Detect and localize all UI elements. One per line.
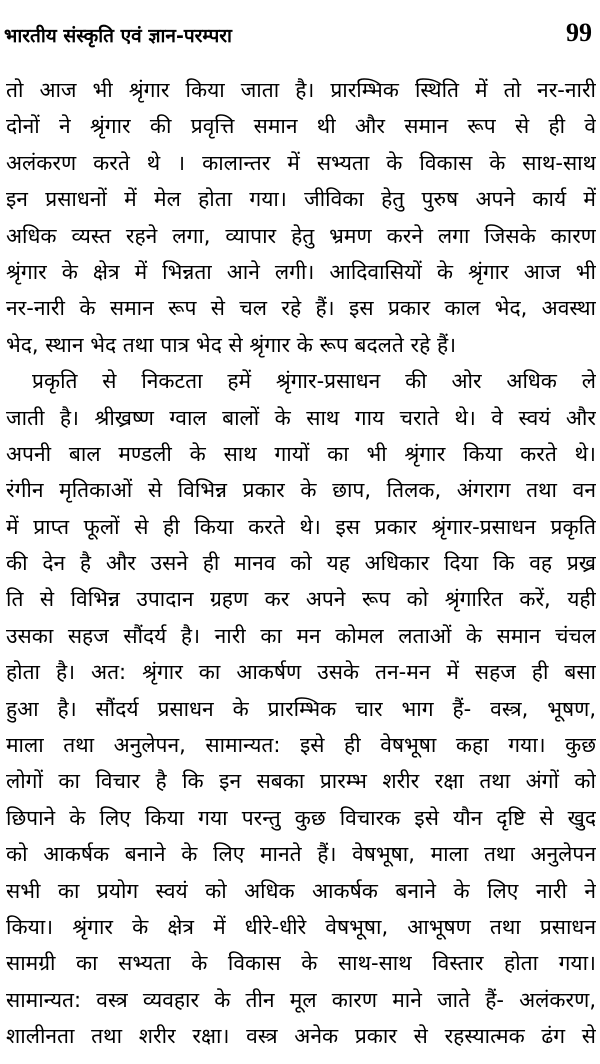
text-line: दोनों ने श्रृंगार की प्रवृत्ति समान थी और समान रूप से ही वे [6, 114, 596, 139]
text-line: अधिक व्यस्त रहने लगा, व्यापार हेतु भ्रमण करने लगा जिसके कारण [6, 223, 596, 248]
text-line: में प्राप्त फूलों से ही किया करते थे। इस प्रकार श्रृंगार-प्रसाधन प्रकृति [6, 514, 596, 539]
text-line: को आकर्षक बनाने के लिए मानते हैं। वेषभूषा, माला तथा अनुलेपन [6, 842, 596, 867]
text-line: रंगीन मृतिकाओं से विभिन्न प्रकार के छाप, तिलक, अंगराग तथा वन [6, 478, 596, 503]
page-header [4, 18, 592, 62]
text-line: शालीनता तथा शरीर रक्षा। वस्त्र अनेक प्रकार से रहस्यात्मक ढंग से [6, 1024, 596, 1049]
text-line: माला तथा अनुलेपन, सामान्यत: इसे ही वेषभूषा कहा गया। कुछ [6, 733, 596, 758]
text-line: सभी का प्रयोग स्वयं को अधिक आकर्षक बनाने के लिए नारी ने [6, 878, 596, 903]
text-line: हुआ है। सौंदर्य प्रसाधन के प्रारम्भिक चार भाग हैं- वस्त्र, भूषण, [6, 696, 596, 721]
text-line: अपनी बाल मण्डली के साथ गायों का भी श्रृंगार किया करते थे। [6, 441, 596, 466]
text-line: होता है। अत: श्रृंगार का आकर्षण उसके तन-मन में सहज ही बसा [6, 660, 596, 685]
running-head: भारतीय संस्कृति एवं ज्ञान-परम्परा [4, 25, 232, 47]
body-text [6, 72, 596, 1055]
text-line: श्रृंगार के क्षेत्र में भिन्नता आने लगी। आदिवासियों के श्रृंगार आज भी [6, 259, 596, 284]
page-number: 99 [566, 18, 592, 47]
text-line: तो आज भी श्रृंगार किया जाता है। प्रारम्भिक स्थिति में तो नर-नारी [6, 78, 596, 102]
text-line: सामग्री का सभ्यता के विकास के साथ-साथ विस्तार होता गया। [6, 951, 596, 976]
text-line: नर-नारी के समान रूप से चल रहे हैं। इस प्रकार काल भेद, अवस्था [6, 296, 596, 321]
text-line: लोगों का विचार है कि इन सबका प्रारम्भ शरीर रक्षा तथा अंगों को [6, 769, 596, 794]
text-line: ति से विभिन्न उपादान ग्रहण कर अपने रूप को श्रृंगारित करें, यही [6, 587, 596, 612]
text-line: अलंकरण करते थे । कालान्तर में सभ्यता के विकास के साथ-साथ [6, 150, 596, 175]
text-line: की देन है और उसने ही मानव को यह अधिकार दिया कि वह प्रख्र [6, 551, 596, 576]
paragraph-start-line: प्रकृति से निकटता हमें श्रृंगार-प्रसाधन की ओर अधिक ले [32, 369, 596, 394]
text-line: भेद, स्थान भेद तथा पात्र भेद से श्रृंगार के रूप बदलते रहे हैं। [6, 332, 457, 357]
text-line: इन प्रसाधनों में मेल होता गया। जीविका हेतु पुरुष अपने कार्य में [6, 187, 596, 212]
text-line: उसका सहज सौंदर्य है। नारी का मन कोमल लताओं के समान चंचल [6, 623, 596, 648]
text-line: छिपाने के लिए किया गया परन्तु कुछ विचारक इसे यौन दृष्टि से खुद [6, 805, 596, 830]
text-line: सामान्यत: वस्त्र व्यवहार के तीन मूल कारण माने जाते हैं- अलंकरण, [6, 987, 596, 1012]
text-line: जाती है। श्रीख्रष्ण ग्वाल बालों के साथ गाय चराते थे। वे स्वयं और [6, 405, 596, 430]
text-line: किया। श्रृंगार के क्षेत्र में धीरे-धीरे वेषभूषा, आभूषण तथा प्रसाधन [6, 914, 596, 939]
